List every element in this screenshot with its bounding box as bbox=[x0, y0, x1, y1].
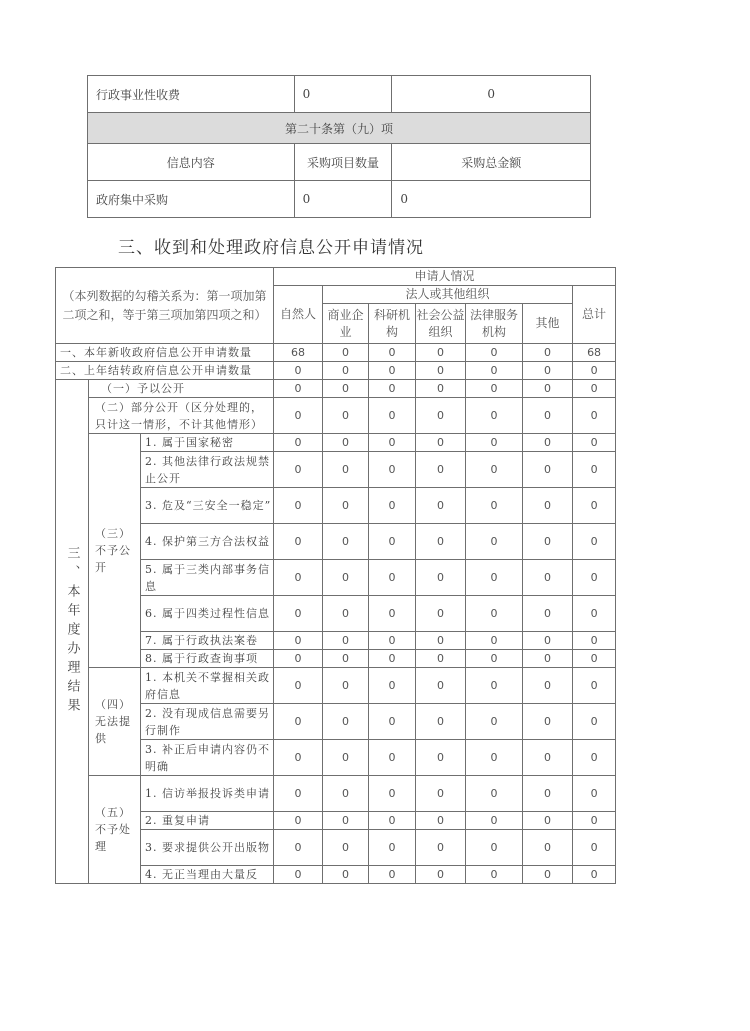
cell-value: 0 bbox=[466, 560, 523, 596]
cell-value: 0 bbox=[466, 344, 523, 362]
cell-value: 0 bbox=[369, 560, 416, 596]
row-label: 1. 属于国家秘密 bbox=[141, 434, 274, 452]
cell-value: 0 bbox=[323, 488, 369, 524]
row-label: 7. 属于行政执法案卷 bbox=[141, 632, 274, 650]
cell-value: 0 bbox=[369, 596, 416, 632]
cell-value: 0 bbox=[466, 434, 523, 452]
cell-value: 0 bbox=[523, 524, 573, 560]
cell-value: 0 bbox=[323, 434, 369, 452]
cell-value: 0 bbox=[274, 776, 323, 812]
cell-value: 0 bbox=[369, 434, 416, 452]
section-title: 三、收到和处理政府信息公开申请情况 bbox=[118, 238, 424, 258]
applications-table bbox=[55, 267, 616, 884]
org-header: 法人或其他组织 bbox=[323, 286, 573, 304]
col-other: 其他 bbox=[523, 304, 573, 344]
procurement-table bbox=[87, 75, 591, 218]
cell-value: 0 bbox=[416, 524, 466, 560]
cell-value: 0 bbox=[369, 398, 416, 434]
cell-value: 0 bbox=[523, 488, 573, 524]
cell-value: 0 bbox=[523, 596, 573, 632]
row-label: 3. 补正后申请内容仍不明确 bbox=[141, 740, 274, 776]
cell-value: 0 bbox=[323, 812, 369, 830]
cell-value: 0 bbox=[466, 740, 523, 776]
cell-value: 0 bbox=[416, 668, 466, 704]
cell-value: 0 bbox=[274, 650, 323, 668]
cell-value: 0 bbox=[523, 362, 573, 380]
cell-value: 0 bbox=[523, 650, 573, 668]
cell-value: 0 bbox=[323, 650, 369, 668]
cell-value: 0 bbox=[392, 76, 591, 113]
cell-value: 0 bbox=[573, 488, 616, 524]
cell-value: 0 bbox=[466, 830, 523, 866]
row-label: 一、本年新收政府信息公开申请数量 bbox=[56, 344, 274, 362]
column-header: 信息内容 bbox=[88, 144, 295, 181]
cell-value: 0 bbox=[369, 740, 416, 776]
table-row bbox=[56, 632, 616, 650]
row-label: （二）部分公开（区分处理的，只计这一情形，不计其他情形） bbox=[89, 398, 274, 434]
cell-value: 0 bbox=[573, 668, 616, 704]
cell-value: 0 bbox=[523, 866, 573, 884]
cell-value: 0 bbox=[294, 181, 392, 218]
header-row bbox=[88, 144, 591, 181]
table-row bbox=[56, 596, 616, 632]
cell-value: 68 bbox=[573, 344, 616, 362]
table-row bbox=[56, 866, 616, 884]
cell-value: 0 bbox=[573, 398, 616, 434]
cell-value: 0 bbox=[523, 776, 573, 812]
cell-value: 0 bbox=[416, 362, 466, 380]
table-row bbox=[56, 434, 616, 452]
table-row bbox=[56, 776, 616, 812]
cell-value: 0 bbox=[466, 812, 523, 830]
cell-value: 0 bbox=[274, 632, 323, 650]
cell-value: 0 bbox=[523, 704, 573, 740]
table-row bbox=[56, 704, 616, 740]
cell-value: 0 bbox=[466, 650, 523, 668]
cell-value: 0 bbox=[274, 866, 323, 884]
col-research: 科研机构 bbox=[369, 304, 416, 344]
corner-note: （本列数据的勾稽关系为：第一项加第二项之和，等于第三项加第四项之和） bbox=[56, 268, 274, 344]
cell-value: 0 bbox=[573, 740, 616, 776]
cell-value: 0 bbox=[416, 452, 466, 488]
cell-value: 0 bbox=[369, 380, 416, 398]
table-row bbox=[56, 668, 616, 704]
subgroup-label: （三）不予公开 bbox=[89, 434, 141, 668]
cell-value: 0 bbox=[523, 632, 573, 650]
header-row bbox=[56, 268, 616, 286]
cell-value: 0 bbox=[274, 668, 323, 704]
cell-value: 0 bbox=[274, 380, 323, 398]
group-label-results: 三、本年度办理结果 bbox=[56, 380, 89, 884]
cell-value: 0 bbox=[523, 812, 573, 830]
row-label: 2. 没有现成信息需要另行制作 bbox=[141, 704, 274, 740]
cell-value: 0 bbox=[523, 560, 573, 596]
row-label: 1. 本机关不掌握相关政府信息 bbox=[141, 668, 274, 704]
cell-value: 0 bbox=[466, 866, 523, 884]
cell-value: 0 bbox=[573, 650, 616, 668]
cell-value: 0 bbox=[369, 776, 416, 812]
cell-value: 68 bbox=[274, 344, 323, 362]
cell-value: 0 bbox=[466, 632, 523, 650]
cell-value: 0 bbox=[323, 452, 369, 488]
cell-value: 0 bbox=[523, 452, 573, 488]
cell-value: 0 bbox=[323, 632, 369, 650]
cell-value: 0 bbox=[294, 76, 392, 113]
table-row bbox=[56, 380, 616, 398]
cell-value: 0 bbox=[416, 650, 466, 668]
table-row bbox=[56, 830, 616, 866]
cell-value: 0 bbox=[274, 524, 323, 560]
cell-value: 0 bbox=[274, 434, 323, 452]
row-label: 1. 信访举报投诉类申请 bbox=[141, 776, 274, 812]
cell-value: 0 bbox=[369, 812, 416, 830]
table-row bbox=[56, 362, 616, 380]
column-header: 采购项目数量 bbox=[294, 144, 392, 181]
cell-value: 0 bbox=[466, 488, 523, 524]
col-total: 总计 bbox=[573, 286, 616, 344]
cell-value: 0 bbox=[323, 398, 369, 434]
cell-value: 0 bbox=[416, 704, 466, 740]
table-row bbox=[56, 488, 616, 524]
cell-value: 0 bbox=[573, 560, 616, 596]
subgroup-label: （五）不予处理 bbox=[89, 776, 141, 884]
cell-value: 0 bbox=[369, 704, 416, 740]
table-row bbox=[88, 181, 591, 218]
cell-value: 0 bbox=[274, 560, 323, 596]
cell-value: 0 bbox=[323, 776, 369, 812]
table-row bbox=[56, 524, 616, 560]
cell-value: 0 bbox=[369, 488, 416, 524]
cell-value: 0 bbox=[274, 704, 323, 740]
cell-value: 0 bbox=[323, 596, 369, 632]
cell-value: 0 bbox=[416, 434, 466, 452]
table-row bbox=[56, 398, 616, 434]
cell-value: 0 bbox=[323, 704, 369, 740]
cell-value: 0 bbox=[274, 452, 323, 488]
cell-value: 0 bbox=[523, 668, 573, 704]
table-row bbox=[56, 740, 616, 776]
row-label: 5. 属于三类内部事务信息 bbox=[141, 560, 274, 596]
row-label: 2. 重复申请 bbox=[141, 812, 274, 830]
cell-value: 0 bbox=[274, 596, 323, 632]
table-row bbox=[56, 560, 616, 596]
section-row bbox=[88, 113, 591, 144]
cell-value: 0 bbox=[323, 524, 369, 560]
cell-value: 0 bbox=[369, 344, 416, 362]
cell-value: 0 bbox=[573, 596, 616, 632]
cell-value: 0 bbox=[573, 632, 616, 650]
cell-value: 0 bbox=[369, 650, 416, 668]
cell-value: 0 bbox=[274, 812, 323, 830]
row-label: 6. 属于四类过程性信息 bbox=[141, 596, 274, 632]
cell-value: 0 bbox=[392, 181, 591, 218]
cell-value: 0 bbox=[323, 866, 369, 884]
table-row bbox=[56, 452, 616, 488]
cell-value: 0 bbox=[466, 524, 523, 560]
cell-value: 0 bbox=[416, 488, 466, 524]
cell-value: 0 bbox=[466, 398, 523, 434]
cell-value: 0 bbox=[416, 596, 466, 632]
cell-value: 0 bbox=[369, 524, 416, 560]
cell-value: 0 bbox=[274, 488, 323, 524]
cell-value: 0 bbox=[573, 362, 616, 380]
cell-value: 0 bbox=[323, 362, 369, 380]
cell-value: 0 bbox=[416, 560, 466, 596]
cell-value: 0 bbox=[369, 866, 416, 884]
cell-value: 0 bbox=[573, 776, 616, 812]
cell-value: 0 bbox=[523, 398, 573, 434]
cell-value: 0 bbox=[416, 740, 466, 776]
row-label: 二、上年结转政府信息公开申请数量 bbox=[56, 362, 274, 380]
cell-value: 0 bbox=[274, 830, 323, 866]
cell-value: 0 bbox=[573, 830, 616, 866]
cell-value: 0 bbox=[466, 596, 523, 632]
row-label: 2. 其他法律行政法规禁止公开 bbox=[141, 452, 274, 488]
subgroup-label: （四）无法提供 bbox=[89, 668, 141, 776]
cell-value: 0 bbox=[416, 866, 466, 884]
row-label: 8. 属于行政查询事项 bbox=[141, 650, 274, 668]
cell-value: 0 bbox=[323, 668, 369, 704]
row-label: 政府集中采购 bbox=[88, 181, 295, 218]
cell-value: 0 bbox=[466, 362, 523, 380]
cell-value: 0 bbox=[369, 362, 416, 380]
cell-value: 0 bbox=[466, 380, 523, 398]
cell-value: 0 bbox=[573, 452, 616, 488]
cell-value: 0 bbox=[416, 380, 466, 398]
cell-value: 0 bbox=[323, 344, 369, 362]
cell-value: 0 bbox=[323, 830, 369, 866]
cell-value: 0 bbox=[323, 740, 369, 776]
row-label: 3. 要求提供公开出版物 bbox=[141, 830, 274, 866]
cell-value: 0 bbox=[466, 452, 523, 488]
cell-value: 0 bbox=[416, 830, 466, 866]
cell-value: 0 bbox=[573, 866, 616, 884]
cell-value: 0 bbox=[466, 668, 523, 704]
cell-value: 0 bbox=[369, 830, 416, 866]
cell-value: 0 bbox=[523, 740, 573, 776]
cell-value: 0 bbox=[274, 398, 323, 434]
cell-value: 0 bbox=[573, 704, 616, 740]
cell-value: 0 bbox=[573, 524, 616, 560]
cell-value: 0 bbox=[323, 560, 369, 596]
cell-value: 0 bbox=[416, 344, 466, 362]
cell-value: 0 bbox=[323, 380, 369, 398]
row-label: 行政事业性收费 bbox=[88, 76, 295, 113]
cell-value: 0 bbox=[274, 362, 323, 380]
row-label: 3. 危及“三安全一稳定” bbox=[141, 488, 274, 524]
cell-value: 0 bbox=[416, 776, 466, 812]
table-row bbox=[88, 76, 591, 113]
row-label: 4. 保护第三方合法权益 bbox=[141, 524, 274, 560]
table-row bbox=[56, 650, 616, 668]
row-label: （一）予以公开 bbox=[89, 380, 274, 398]
row-label: 4. 无正当理由大量反 bbox=[141, 866, 274, 884]
column-header: 采购总金额 bbox=[392, 144, 591, 181]
cell-value: 0 bbox=[416, 632, 466, 650]
col-natural-person: 自然人 bbox=[274, 286, 323, 344]
cell-value: 0 bbox=[369, 632, 416, 650]
applicant-header: 申请人情况 bbox=[274, 268, 616, 286]
cell-value: 0 bbox=[274, 740, 323, 776]
col-business: 商业企业 bbox=[323, 304, 369, 344]
cell-value: 0 bbox=[416, 812, 466, 830]
col-public-welfare: 社会公益组织 bbox=[416, 304, 466, 344]
cell-value: 0 bbox=[416, 398, 466, 434]
cell-value: 0 bbox=[369, 668, 416, 704]
cell-value: 0 bbox=[466, 776, 523, 812]
section-header: 第二十条第（九）项 bbox=[88, 113, 591, 144]
cell-value: 0 bbox=[573, 380, 616, 398]
cell-value: 0 bbox=[523, 434, 573, 452]
cell-value: 0 bbox=[573, 812, 616, 830]
table-row bbox=[56, 812, 616, 830]
table-row bbox=[56, 344, 616, 362]
col-legal-service: 法律服务机构 bbox=[466, 304, 523, 344]
cell-value: 0 bbox=[523, 830, 573, 866]
cell-value: 0 bbox=[369, 452, 416, 488]
cell-value: 0 bbox=[573, 434, 616, 452]
cell-value: 0 bbox=[523, 380, 573, 398]
cell-value: 0 bbox=[466, 704, 523, 740]
cell-value: 0 bbox=[523, 344, 573, 362]
